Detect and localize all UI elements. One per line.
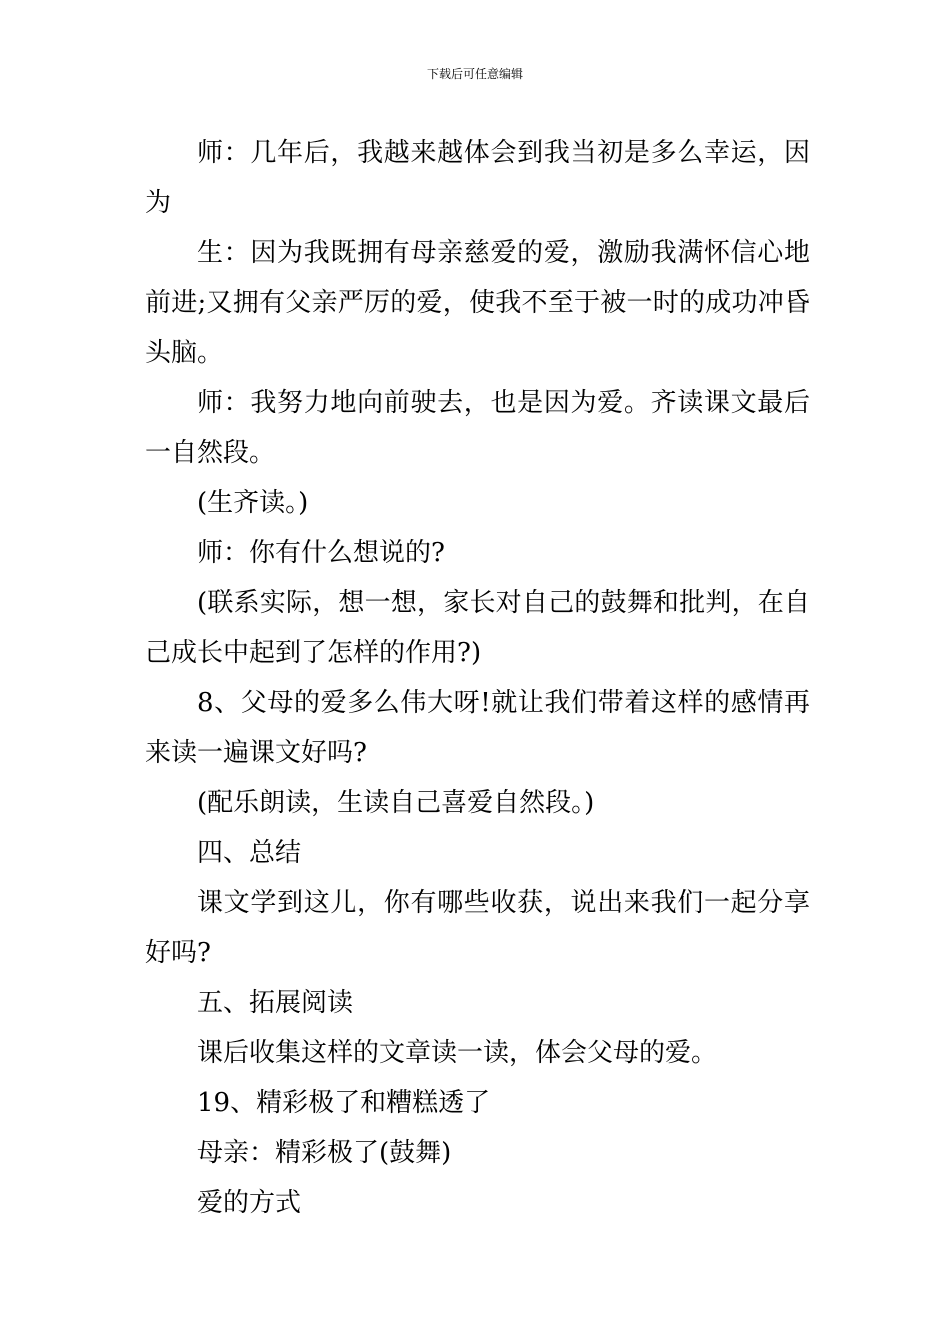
- paragraph-reflect: (联系实际，想一想，家长对自己的鼓舞和批判，在自己成长中起到了怎样的作用?): [145, 588, 810, 668]
- paragraph-students-read: (生齐读。): [197, 488, 309, 518]
- header-note: 下载后可任意编辑: [426, 67, 523, 81]
- heading-extended-reading: 五、拓展阅读: [197, 988, 354, 1018]
- heading-summary: 四、总结: [197, 838, 302, 868]
- paragraph-step-8: 8、父母的爱多么伟大呀!就让我们带着这样的感情再来读一遍课文好吗?: [145, 688, 810, 768]
- paragraph-way-of-love: 爱的方式: [197, 1188, 302, 1218]
- paragraph-teacher-read-last: 师：我努力地向前驶去，也是因为爱。齐读课文最后一自然段。: [145, 388, 810, 468]
- document-body: [145, 128, 810, 1228]
- paragraph-teacher-question: 师：你有什么想说的?: [197, 538, 445, 568]
- paragraph-collect-articles: 课后收集这样的文章读一读，体会父母的爱。: [197, 1038, 718, 1068]
- paragraph-student-because: 生：因为我既拥有母亲慈爱的爱，激励我满怀信心地前进;又拥有父亲严厉的爱，使我不至于被一时的成功冲昏头脑。: [145, 238, 810, 368]
- paragraph-music-reading: (配乐朗读，生读自己喜爱自然段。): [197, 788, 595, 818]
- heading-lesson-19: 19、精彩极了和糟糕透了: [197, 1088, 491, 1118]
- paragraph-teacher-lucky: 师：几年后，我越来越体会到我当初是多么幸运，因为: [145, 138, 810, 218]
- paragraph-mother: 母亲：精彩极了(鼓舞): [197, 1138, 452, 1168]
- paragraph-share-gains: 课文学到这儿，你有哪些收获，说出来我们一起分享好吗?: [145, 888, 810, 968]
